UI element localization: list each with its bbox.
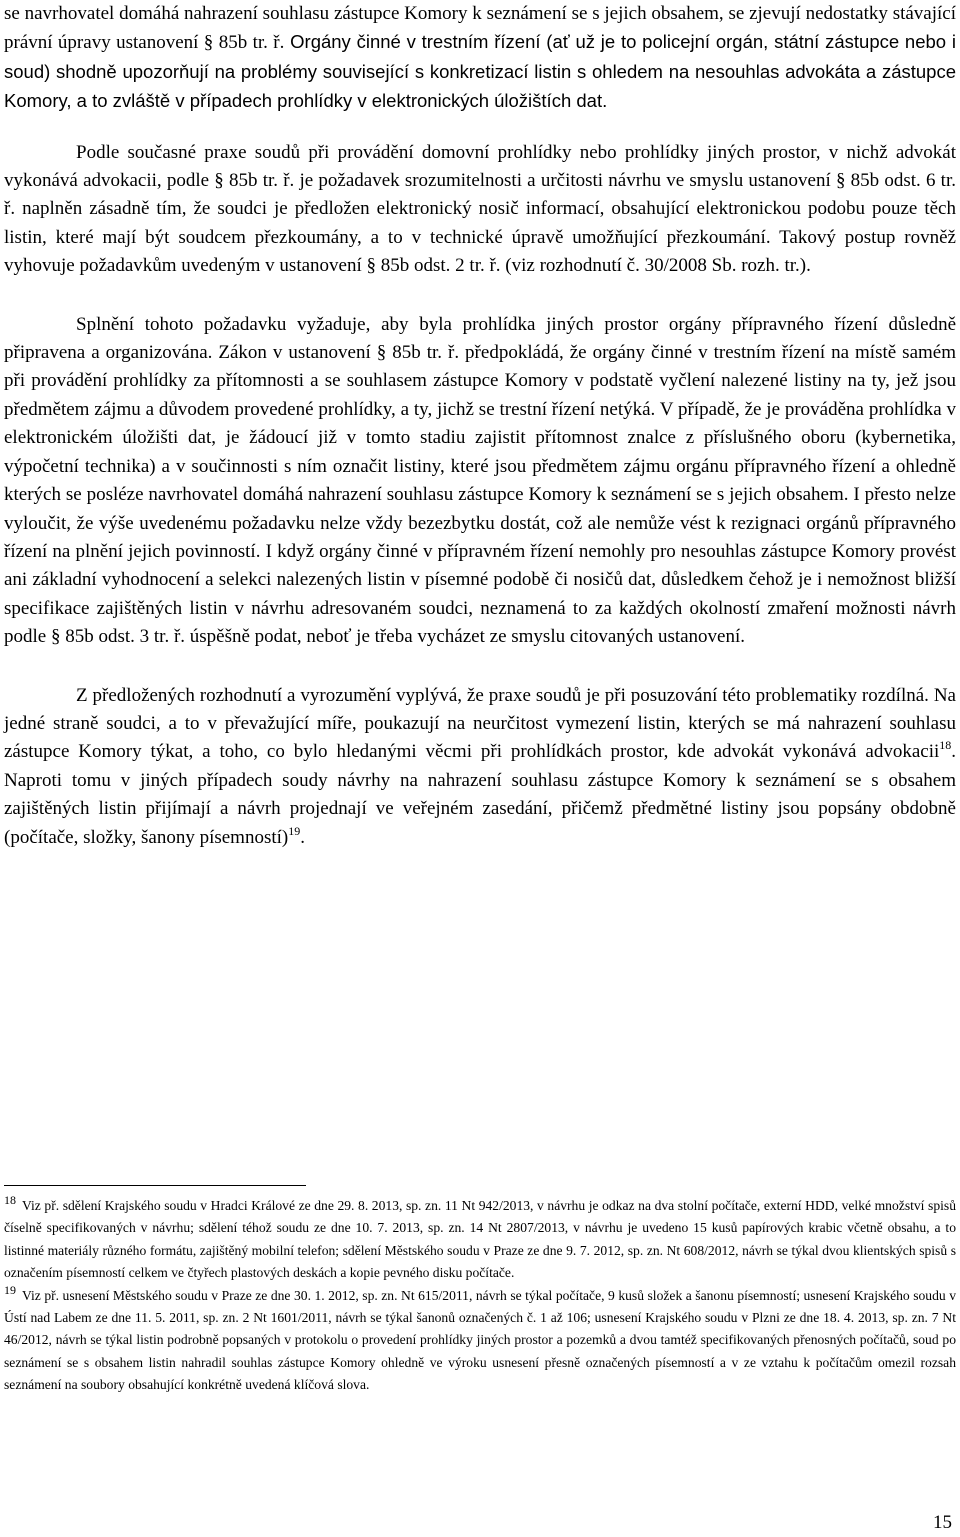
- footnotes: [4, 1195, 956, 1397]
- paragraph-2: Podle současné praxe soudů při provádění domovní prohlídky nebo prohlídky jiných prostor, v nichž advokát vykonává advokacii, podle § 85b tr. ř. je požadavek srozumitelnosti a určitosti návrhu ve smyslu ustanovení § 85b odst. 6 tr. ř. naplněn zásadně tím, že soudci je předložen elektronický nosič informací, obsahující elektronickou podobu pouze těch listin, které mají být soudcem přezkoumány, a to v technické úpravě umožňující přezkoumání. Takový postup rovněž vyhovuje požadavkům uvedeným v ustanovení § 85b odst. 2 tr. ř. (viz rozhodnutí č. 30/2008 Sb. rozh. tr.).: [4, 141, 956, 277]
- paragraph-4-text-a: Z předložených rozhodnutí a vyrozumění vyplývá, že praxe soudů je při posuzování této problematiky rozdílná. Na jedné straně soudci, a to v převažující míře, poukazují na neurčitost vymezení listin, kterých se má nahrazení souhlasu zástupce Komory týkat, a toho, co bylo hledanými věcmi při prohlídkách prostor, kde advokát vykonává advokacii: [4, 684, 956, 763]
- paragraph-1: [4, 0, 956, 117]
- footnote-text: Viz př. usnesení Městského soudu v Praze ze dne 30. 1. 2012, sp. zn. Nt 615/2011, návrh se týkal počítače, 9 kusů složek a šanonu písemností; usnesení Krajského soudu v Ústí nad Labem ze dne 11. 5. 2011, sp. zn. 2 Nt 1601/2011, návrh se týkal šanonů označených č. 1 až 106; usnesení Krajského soudu v Plzni ze dne 18. 4. 2013, sp. zn. 7 Nt 46/2012, návrh se týkal listin podrobně popsaných v protokolu o provedení prohlídky jiných prostor a pozemků a dvou tamtéž specifikovaných přenosných počítačů, soud po seznámení se s obsahem listin nahradil souhlas zástupce Komory ohledně ve výroku usnesení přesně označených písemností a v ze vztahu k počítačům omezil rozsah seznámení na soubory obsahující konkrétně uvedená klíčová slova.: [4, 1287, 956, 1393]
- footnote-number: 19: [4, 1282, 16, 1297]
- footnote-text: Viz př. sdělení Krajského soudu v Hradci Králové ze dne 29. 8. 2013, sp. zn. 11 Nt 942/2013, v návrhu je odkaz na dva stolní počítače, externí HDD, velké množství spisů číselně specifikovaných v návrhu; sdělení téhož soudu ze dne 10. 7. 2013, sp. zn. 14 Nt 2807/2013, v návrhu je uvedeno 15 kusů papírových krabic včetně obsahu, a to listinné materiály různého formátu, zajištěný mobilní telefon; sdělení Městského soudu v Praze ze dne 9. 7. 2012, sp. zn. Nt 608/2012, návrh se týkal dvou klientských spisů s označením písemností celkem ve čtyřech plastových deskách a kopie pevného disku počítače.: [4, 1198, 956, 1281]
- paragraph-4-text-b: . Naproti tomu v jiných případech soudy návrhy na nahrazení souhlasu zástupce Komory k seznámení se s obsahem zajištěných listin přijímají a návrh projednají ve veřejném zasedání, přičemž předmětné listiny jsou popsány obdobně (počítače, složky, šanony písemností): [4, 741, 956, 848]
- paragraph-1-lead: se navrhovatel domáhá nahrazení souhlasu zástupce Komory k seznámení se s jejich obsahem, se zjevují nedostatky stávající právní úpravy ustanovení § 85b tr. ř.: [4, 3, 956, 54]
- page-number: 15: [933, 1512, 952, 1533]
- footnote-18: [4, 1195, 956, 1285]
- footnote-19: [4, 1282, 956, 1397]
- document-page: [4, 0, 956, 852]
- paragraph-4-text-c: .: [300, 826, 305, 848]
- paragraph-1-rest: Orgány činné v trestním řízení (ať už je to policejní orgán, státní zástupce nebo i soud) shodně upozorňují na problémy související s konkretizací listin s ohledem na nesouhlas advokáta a zástupce Komory, a to zvláště v případech prohlídky v elektronických úložištích dat.: [4, 31, 956, 112]
- footnote-number: 18: [4, 1193, 16, 1207]
- footnote-ref-19[interactable]: 19: [288, 823, 301, 838]
- footnote-ref-18[interactable]: 18: [939, 738, 952, 753]
- footnote-separator: [4, 1185, 306, 1186]
- paragraph-4: [4, 682, 956, 852]
- paragraph-3: Splnění tohoto požadavku vyžaduje, aby byla prohlídka jiných prostor orgány přípravného řízení důsledně připravena a organizována. Zákon v ustanovení § 85b tr. ř. předpokládá, že orgány činné v trestním řízení na místě samém při provádění prohlídky za přítomnosti a se souhlasem zástupce Komory v podstatě vyčlení nalezené listiny na ty, jež jsou předmětem zájmu a důvodem provedené prohlídky, a ty, jichž se trestní řízení netýká. V případě, že je prováděna prohlídka v elektronickém úložišti dat, je žádoucí již v tomto stadiu zajistit přítomnost znalce z příslušného oboru (kybernetika, výpočetní technika) a v součinnosti s ním označit listiny, které jsou předmětem zájmu orgánu přípravného řízení a ohledně kterých se posléze navrhovatel domáhá nahrazení souhlasu zástupce Komory k seznámení se s jejich obsahem. I přesto nelze vyloučit, že výše uvedenému požadavku nelze vždy bezezbytku dostát, což ale nemůže vést k rezignaci orgánů přípravného řízení na plnění jejich povinností. I když orgány činné v přípravném řízení nemohly pro nesouhlas zástupce Komory provést ani základní vyhodnocení a selekci nalezených listin v písemné podobě či nosičů dat, důsledkem čehož je i nemožnost bližší specifikace zajištěných listin v návrhu adresovaném soudci, neznamená to za každých okolností zmaření možnosti návrh podle § 85b odst. 3 tr. ř. úspěšně podat, neboť je třeba vycházet ze smyslu citovaných ustanovení.: [4, 313, 956, 648]
